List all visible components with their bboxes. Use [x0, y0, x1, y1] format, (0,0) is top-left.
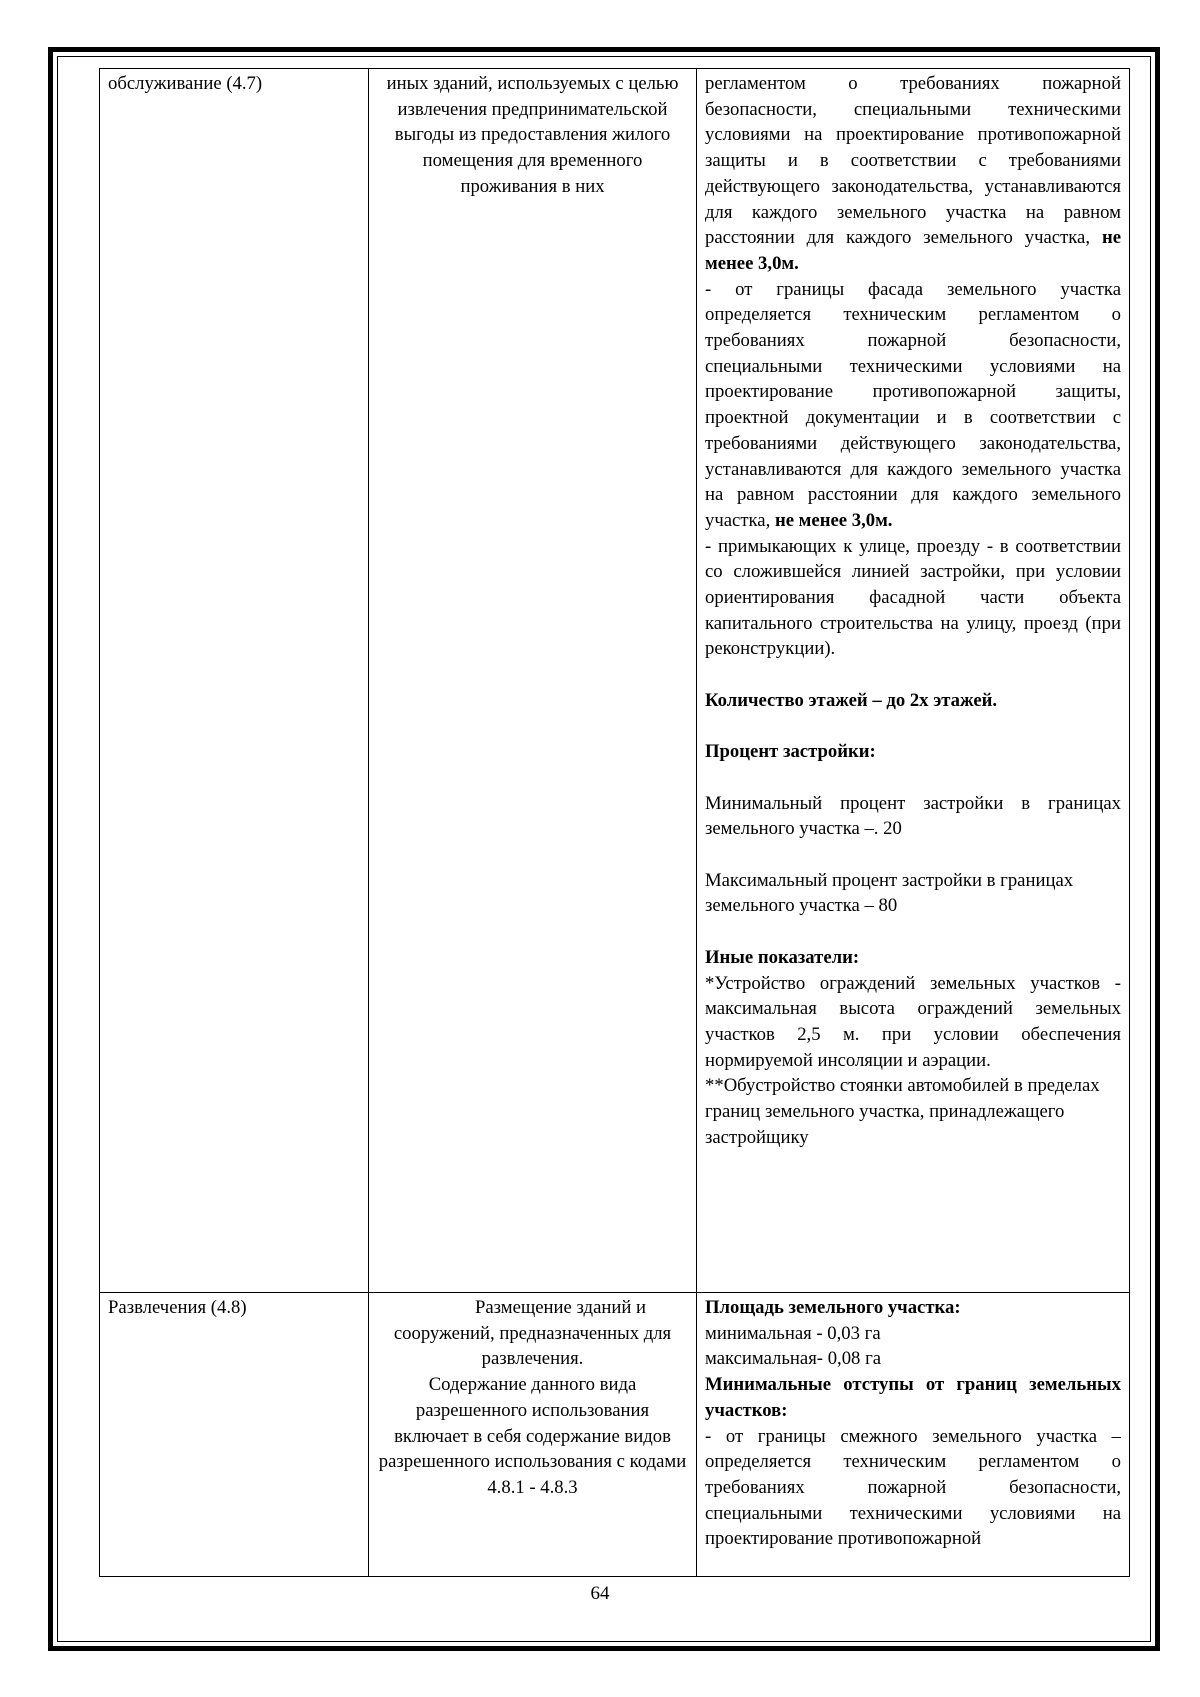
setbacks-heading: Минимальные отступы от границ земельных участков:: [705, 1374, 1121, 1421]
table-row: [100, 69, 1130, 1293]
parking-text: **Обустройство стоянки автомобилей в пределах границ земельного участка, принадлежащего застройщику: [705, 1075, 1100, 1148]
use-description: иных зданий, используемых с целью извлечения предпринимательской выгоды из предоставления жилого помещения для временного проживания в них: [386, 73, 679, 197]
other-heading: Иные показатели:: [705, 946, 860, 968]
min-percent-text: Минимальный процент застройки в границах земельного участка –. 20: [705, 792, 1121, 840]
page-number: 64: [590, 1583, 610, 1604]
param-bold-value: не менее 3,0м.: [705, 227, 1121, 274]
use-description: Содержание данного вида разрешенного использования включает в себя содержание видов разрешенного использования с кодами 4.8.1 - 4.8.3: [378, 1374, 687, 1498]
use-description-cell: [369, 69, 697, 1293]
param-bold-value: не менее 3,0м.: [774, 509, 893, 531]
use-type-name: обслуживание (4.7): [108, 73, 263, 94]
area-heading: Площадь земельного участка:: [705, 1297, 961, 1318]
max-percent-text: Максимальный процент застройки в границах земельного участка – 80: [705, 869, 1074, 917]
fence-text: *Устройство ограждений земельных участков - максимальная высота ограждений земельных участков 2,5 м. при условии обеспечения нормируемой инсоляции и аэрации.: [705, 972, 1121, 1071]
use-type-cell: [100, 69, 369, 1293]
param-paragraph: - примыкающих к улице, проезду - в соответствии со сложившейся линией застройки, при условии ориентирования фасадной части объекта капитального строительства на улицу, проезд (при реконструкции).: [705, 535, 1121, 660]
use-type-cell: [100, 1293, 369, 1577]
floors-heading: Количество этажей – до 2х этажей.: [705, 689, 998, 711]
use-description-cell: [369, 1293, 697, 1577]
table-row: [100, 1293, 1130, 1577]
use-parameters-cell: [697, 1293, 1130, 1577]
area-min: минимальная - 0,03 га: [705, 1322, 881, 1344]
use-description: Размещение зданий и сооружений, предназначенных для развлечения.: [393, 1297, 672, 1370]
use-parameters-cell: [697, 69, 1130, 1293]
setback-text: - от границы смежного земельного участка – определяется техническим регламентом о требованиях пожарной безопасности, специальными техническими условиями на проектирование противопожарной: [705, 1425, 1121, 1550]
param-paragraph: - от границы фасада земельного участка определяется техническим регламентом о требованиях пожарной безопасности, специальными техническими условиями на проектирование противопожарной защиты, проектной документации и в соответствии с требованиями действующего законодательства, устанавливаются для каждого земельного участка на равном расстоянии для каждого земельного участка, не менее 3,0м.: [705, 278, 1121, 531]
param-paragraph: регламентом о требованиях пожарной безопасности, специальными техническими условиями на проектирование противопожарной защиты и в соответствии с требованиями действующего законодательства, устанавливаются для каждого земельного участка на равном расстоянии для каждого земельного участка, не менее 3,0м.: [705, 73, 1121, 274]
area-max: максимальная- 0,08 га: [705, 1348, 882, 1370]
use-type-name: Развлечения (4.8): [108, 1297, 247, 1318]
land-use-table: [99, 68, 1130, 1577]
percent-heading: Процент застройки:: [705, 741, 876, 763]
